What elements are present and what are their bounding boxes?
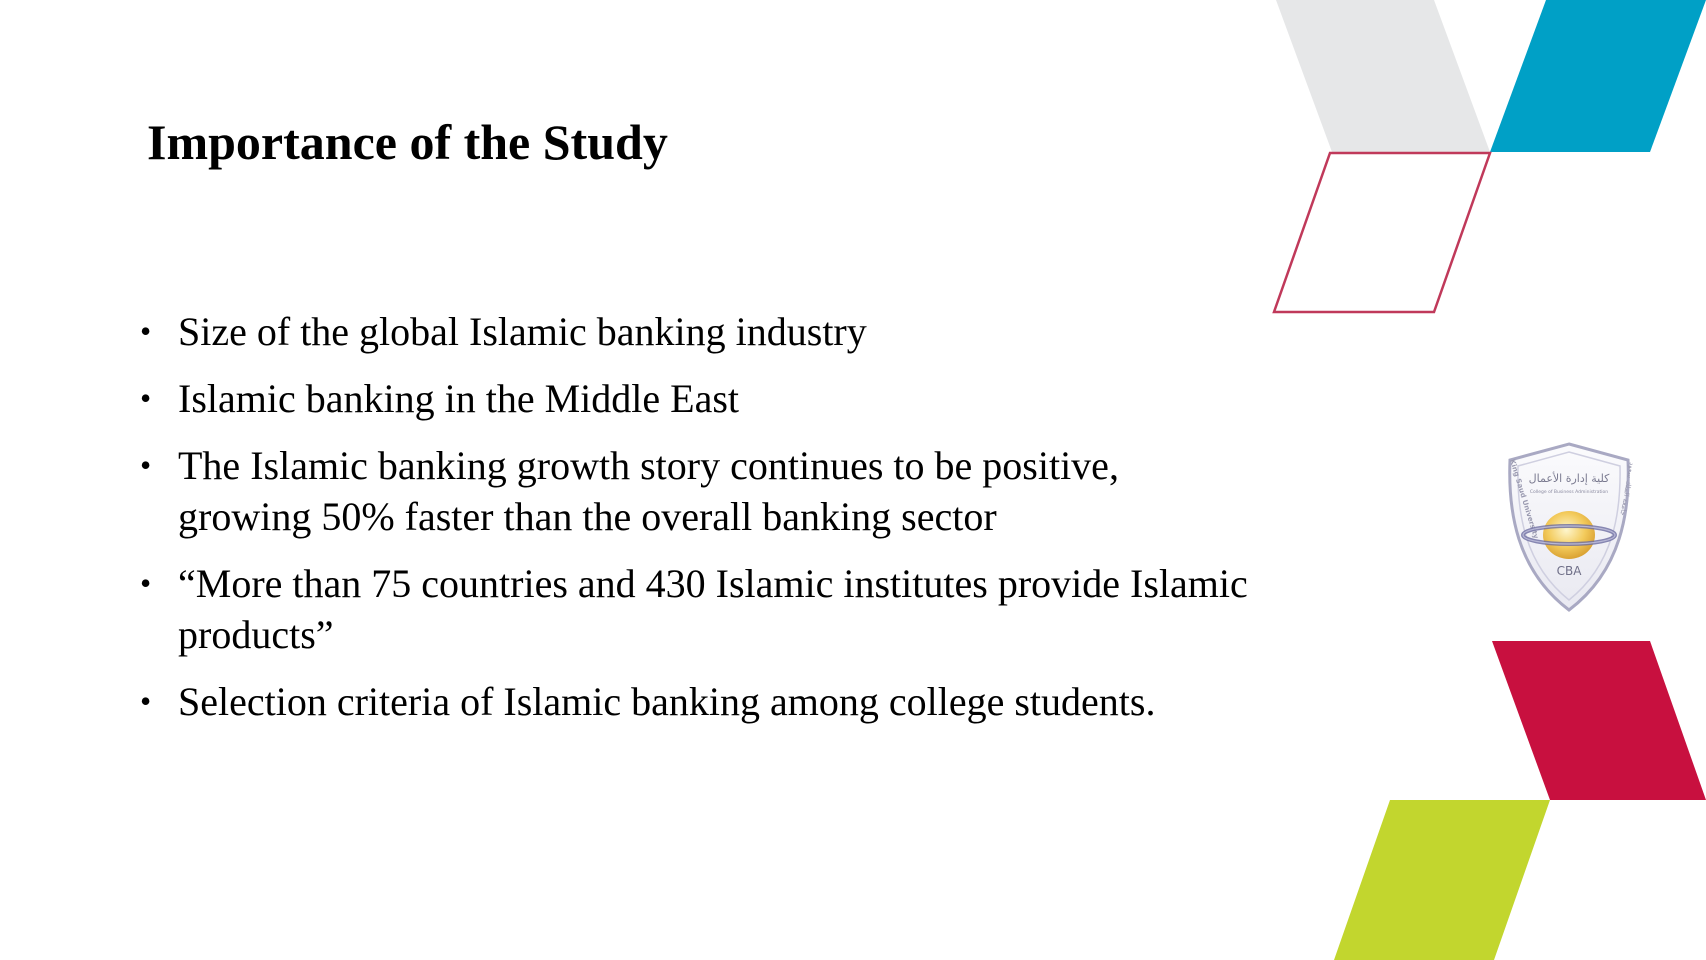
bullet-dot-icon: •	[140, 683, 152, 719]
shield-emblem-icon	[1498, 440, 1640, 616]
logo-university-left: King Saud University	[1508, 458, 1540, 540]
bullet-item	[140, 373, 1260, 424]
bullet-dot-icon: •	[140, 313, 152, 349]
green-parallelogram	[1334, 800, 1550, 960]
bullet-item	[140, 440, 1260, 542]
bullet-text: Selection criteria of Islamic banking among college students.	[178, 679, 1156, 724]
bullet-dot-icon: •	[140, 380, 152, 416]
bullet-item	[140, 558, 1260, 660]
gray-parallelogram	[1276, 0, 1490, 152]
red-parallelogram	[1492, 641, 1706, 800]
bullet-list	[140, 306, 1260, 743]
bullet-dot-icon: •	[140, 447, 152, 483]
blue-parallelogram	[1490, 0, 1706, 152]
logo-university-right: جامعة الملك سعود	[1618, 461, 1636, 517]
logo-arabic-name: كلية إدارة الأعمال	[1528, 472, 1610, 485]
slide-title: Importance of the Study	[147, 114, 668, 170]
bullet-item	[140, 676, 1260, 727]
bullet-text: The Islamic banking growth story continues to be positive, growing 50% faster than the overall banking sector	[178, 443, 1119, 539]
logo-english-name: College of Business Administration	[1529, 490, 1609, 495]
bullet-item	[140, 306, 1260, 357]
college-logo	[1498, 440, 1640, 616]
bullet-text: “More than 75 countries and 430 Islamic institutes provide Islamic products”	[178, 561, 1248, 657]
logo-abbrev: CBA	[1556, 564, 1582, 578]
bullet-text: Islamic banking in the Middle East	[178, 376, 739, 421]
bullet-text: Size of the global Islamic banking industry	[178, 309, 867, 354]
bullet-dot-icon: •	[140, 565, 152, 601]
outline-parallelogram	[1274, 153, 1490, 312]
